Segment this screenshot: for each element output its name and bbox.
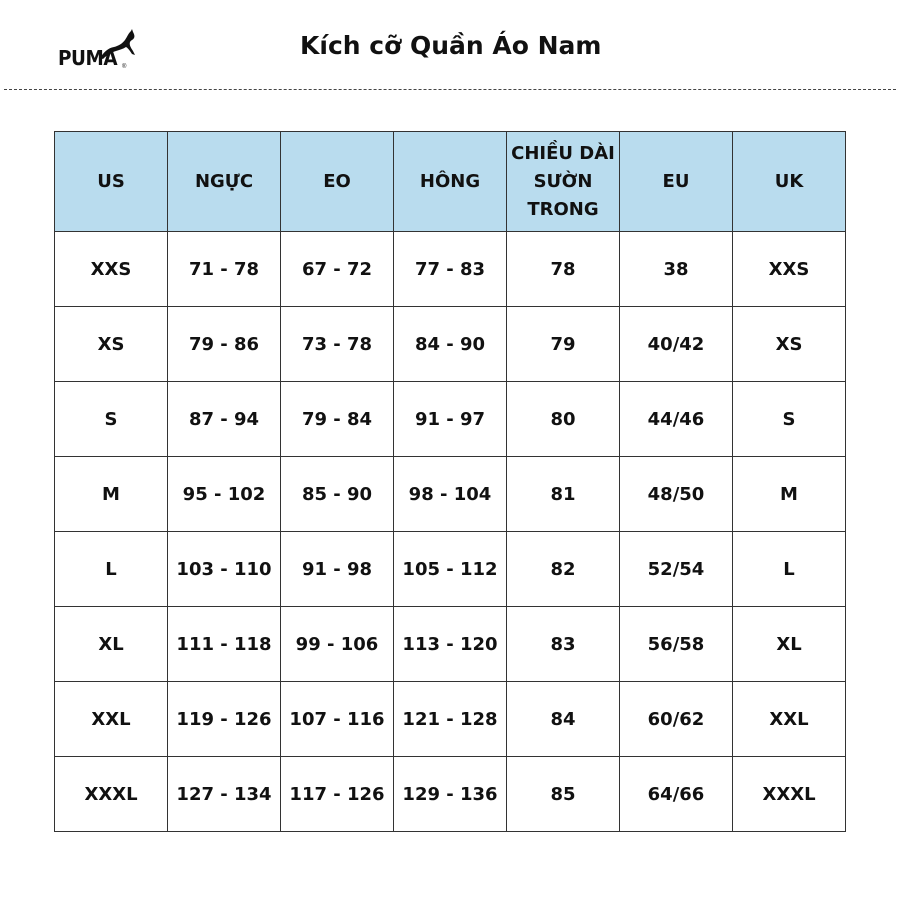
page-title: Kích cỡ Quần Áo Nam <box>300 31 602 60</box>
table-row <box>55 382 846 457</box>
cell-eu-size: 52/54 <box>620 532 733 607</box>
cell-waist: 85 - 90 <box>281 457 394 532</box>
cell-us-size: XXL <box>55 682 168 757</box>
table-row <box>55 682 846 757</box>
cell-uk-size: L <box>733 532 846 607</box>
cell-eu-size: 48/50 <box>620 457 733 532</box>
brand-wordmark: PUMA <box>58 46 118 70</box>
cell-uk-size: XXXL <box>733 757 846 832</box>
cell-inseam: 85 <box>507 757 620 832</box>
dashed-divider <box>4 89 896 90</box>
cell-uk-size: XS <box>733 307 846 382</box>
cell-us-size: S <box>55 382 168 457</box>
cell-eu-size: 60/62 <box>620 682 733 757</box>
cell-waist: 73 - 78 <box>281 307 394 382</box>
cell-eu-size: 56/58 <box>620 607 733 682</box>
cell-eu-size: 64/66 <box>620 757 733 832</box>
column-header-inseam: CHIỀU DÀI SƯỜN TRONG <box>507 132 620 232</box>
cell-hip: 98 - 104 <box>394 457 507 532</box>
cell-waist: 107 - 116 <box>281 682 394 757</box>
registered-mark: ® <box>122 64 127 70</box>
cell-uk-size: M <box>733 457 846 532</box>
cell-hip: 77 - 83 <box>394 232 507 307</box>
column-header-uk: UK <box>733 132 846 232</box>
cell-chest: 95 - 102 <box>168 457 281 532</box>
column-header-chest: NGỰC <box>168 132 281 232</box>
cell-uk-size: XXL <box>733 682 846 757</box>
cell-us-size: XS <box>55 307 168 382</box>
cell-chest: 71 - 78 <box>168 232 281 307</box>
cell-waist: 117 - 126 <box>281 757 394 832</box>
cell-inseam: 78 <box>507 232 620 307</box>
cell-inseam: 82 <box>507 532 620 607</box>
cell-inseam: 79 <box>507 307 620 382</box>
cell-hip: 91 - 97 <box>394 382 507 457</box>
cell-chest: 111 - 118 <box>168 607 281 682</box>
cell-hip: 129 - 136 <box>394 757 507 832</box>
table-row <box>55 607 846 682</box>
cell-chest: 79 - 86 <box>168 307 281 382</box>
cell-uk-size: XL <box>733 607 846 682</box>
cell-chest: 103 - 110 <box>168 532 281 607</box>
cell-eu-size: 40/42 <box>620 307 733 382</box>
cell-hip: 121 - 128 <box>394 682 507 757</box>
cell-uk-size: XXS <box>733 232 846 307</box>
column-header-eu: EU <box>620 132 733 232</box>
cell-uk-size: S <box>733 382 846 457</box>
cell-eu-size: 38 <box>620 232 733 307</box>
column-header-waist: EO <box>281 132 394 232</box>
cell-eu-size: 44/46 <box>620 382 733 457</box>
table-row <box>55 757 846 832</box>
table-row <box>55 232 846 307</box>
puma-logo <box>58 28 138 74</box>
cell-us-size: XXXL <box>55 757 168 832</box>
cell-hip: 105 - 112 <box>394 532 507 607</box>
cell-waist: 67 - 72 <box>281 232 394 307</box>
cell-inseam: 83 <box>507 607 620 682</box>
cell-inseam: 80 <box>507 382 620 457</box>
cell-us-size: M <box>55 457 168 532</box>
column-header-hip: HÔNG <box>394 132 507 232</box>
cell-chest: 119 - 126 <box>168 682 281 757</box>
cell-chest: 127 - 134 <box>168 757 281 832</box>
table-row <box>55 532 846 607</box>
cell-waist: 79 - 84 <box>281 382 394 457</box>
cell-hip: 84 - 90 <box>394 307 507 382</box>
table-row <box>55 307 846 382</box>
cell-hip: 113 - 120 <box>394 607 507 682</box>
cell-waist: 91 - 98 <box>281 532 394 607</box>
cell-inseam: 81 <box>507 457 620 532</box>
cell-waist: 99 - 106 <box>281 607 394 682</box>
column-header-us: US <box>55 132 168 232</box>
cell-us-size: XXS <box>55 232 168 307</box>
table-row <box>55 457 846 532</box>
table-header-row <box>55 132 846 232</box>
cell-inseam: 84 <box>507 682 620 757</box>
size-chart-table <box>54 131 846 832</box>
cell-chest: 87 - 94 <box>168 382 281 457</box>
cell-us-size: L <box>55 532 168 607</box>
cell-us-size: XL <box>55 607 168 682</box>
